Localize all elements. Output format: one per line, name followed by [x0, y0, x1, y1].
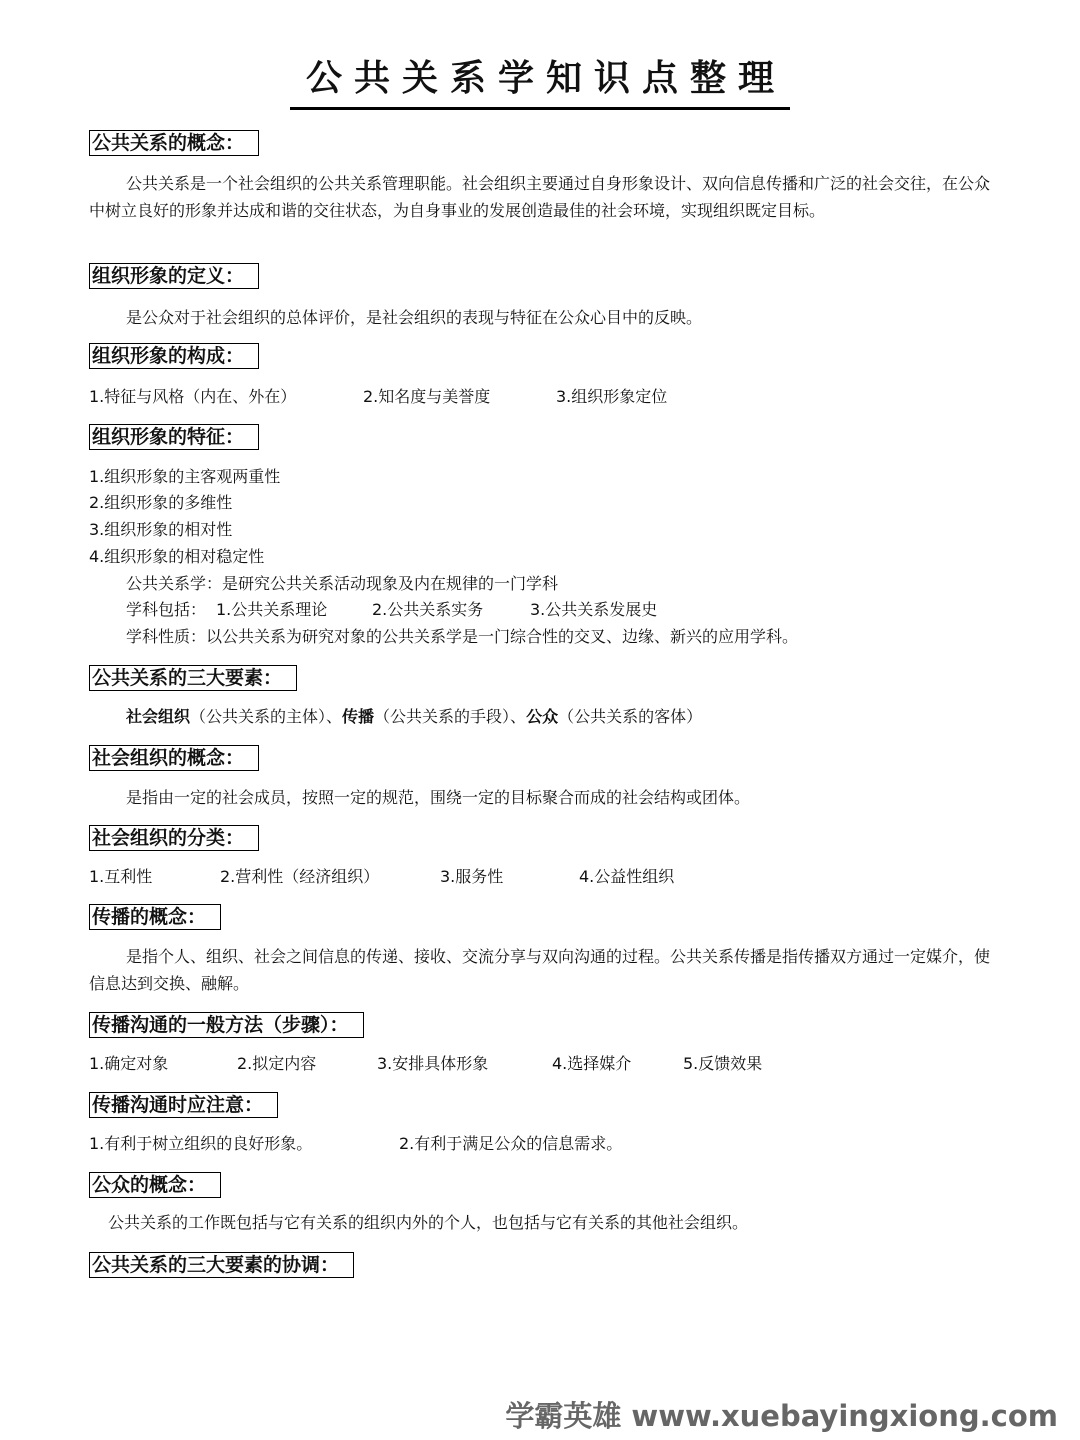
- list-item: 2.公共关系实务: [372, 600, 484, 619]
- list-item: 3.服务性: [440, 867, 504, 886]
- footer-watermark: 学霸英雄 www.xuebayingxiong.com: [505, 1399, 1058, 1433]
- heading-org-concept: 社会组织的概念：: [89, 745, 259, 771]
- list-item: 4.选择媒介: [552, 1054, 632, 1073]
- discipline-nature: 学科性质：以公共关系为研究对象的公共关系学是一门综合性的交叉、边缘、新兴的应用学科。: [126, 627, 799, 646]
- heading-image-composition: 组织形象的构成：: [89, 343, 259, 369]
- heading-image-features: 组织形象的特征：: [89, 424, 259, 450]
- list-item: 1.有利于树立组织的良好形象。: [89, 1134, 313, 1153]
- page-title-wrap: [0, 50, 1080, 110]
- list-item: 2.拟定内容: [237, 1054, 317, 1073]
- heading-comm-concept: 传播的概念：: [89, 904, 221, 930]
- list-item: 2.营利性（经济组织）: [220, 867, 380, 886]
- heading-pr-concept: 公共关系的概念：: [89, 130, 259, 156]
- pr-concept-body: 公共关系是一个社会组织的公共关系管理职能。社会组织主要通过自身形象设计、双向信息传播和广泛的社会交往，在公众中树立良好的形象并达成和谐的交往状态，为自身事业的发展创造最佳的社会环境，实现组织既定目标。: [89, 174, 991, 220]
- element-comm: 传播: [342, 707, 375, 726]
- list-item: 1.确定对象: [89, 1054, 169, 1073]
- heading-comm-notes: 传播沟通时应注意：: [89, 1092, 278, 1118]
- org-concept-body: 是指由一定的社会成员，按照一定的规范，围绕一定的目标聚合而成的社会结构或团体。: [126, 788, 751, 807]
- list-item: 1.组织形象的主客观两重性: [89, 467, 281, 486]
- element-public-note: （公共关系的客体）: [558, 707, 703, 726]
- public-concept-body: 公共关系的工作既包括与它有关系的组织内外的个人，也包括与它有关系的其他社会组织。: [108, 1213, 749, 1232]
- list-item: 4.组织形象的相对稳定性: [89, 547, 265, 566]
- heading-three-elements: 公共关系的三大要素：: [89, 665, 297, 691]
- element-org-note: （公共关系的主体）、: [190, 707, 343, 726]
- list-item: 3.安排具体形象: [377, 1054, 489, 1073]
- list-item: 2.知名度与美誉度: [363, 387, 491, 406]
- heading-comm-method: 传播沟通的一般方法（步骤）：: [89, 1012, 364, 1038]
- three-elements-line: [126, 707, 702, 727]
- image-definition-body: 是公众对于社会组织的总体评价，是社会组织的表现与特征在公众心目中的反映。: [126, 308, 703, 327]
- list-item: 2.组织形象的多维性: [89, 493, 233, 512]
- element-org: 社会组织: [126, 707, 191, 726]
- list-item: 2.有利于满足公众的信息需求。: [399, 1134, 623, 1153]
- comm-concept-body: 是指个人、组织、社会之间信息的传递、接收、交流分享与双向沟通的过程。公共关系传播是指传播双方通过一定媒介，使信息达到交换、融解。: [89, 947, 991, 993]
- list-item: 3.公共关系发展史: [530, 600, 658, 619]
- list-item: 1.互利性: [89, 867, 153, 886]
- list-item: 3.组织形象的相对性: [89, 520, 233, 539]
- heading-org-types: 社会组织的分类：: [89, 825, 259, 851]
- list-item: 1.公共关系理论: [216, 600, 328, 619]
- heading-coordination: 公共关系的三大要素的协调：: [89, 1252, 354, 1278]
- discipline-includes-label: 学科包括：: [126, 600, 207, 619]
- element-public: 公众: [526, 707, 559, 726]
- list-item: 4.公益性组织: [579, 867, 675, 886]
- list-item: 3.组织形象定位: [556, 387, 668, 406]
- page-title: 公共关系学知识点整理: [290, 50, 790, 110]
- discipline-definition: 公共关系学：是研究公共关系活动现象及内在规律的一门学科: [126, 574, 559, 593]
- list-item: 5.反馈效果: [683, 1054, 763, 1073]
- element-comm-note: （公共关系的手段）、: [374, 707, 527, 726]
- list-item: 1.特征与风格（内在、外在）: [89, 387, 297, 406]
- heading-public-concept: 公众的概念：: [89, 1172, 221, 1198]
- heading-image-definition: 组织形象的定义：: [89, 263, 259, 289]
